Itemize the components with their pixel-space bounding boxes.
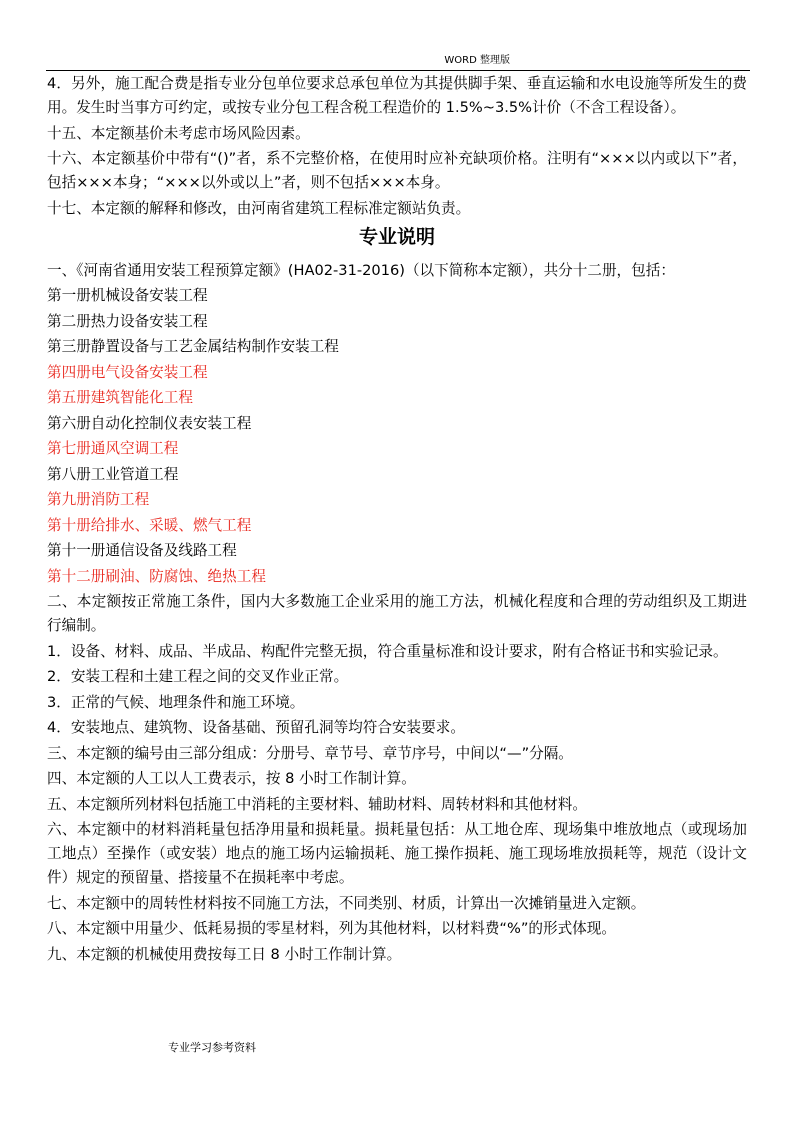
document-body <box>47 72 747 968</box>
page-footer: 专业学习参考资料 <box>168 1041 256 1054</box>
paragraph: 四、本定额的人工以人工费表示，按 8 小时工作制计算。 <box>47 770 416 787</box>
volume-item-highlighted: 第九册消防工程 <box>47 491 150 508</box>
volume-item-highlighted: 第四册电气设备安装工程 <box>47 363 208 381</box>
header-text: WORD 整理版 <box>444 55 510 66</box>
intro-paragraphs <box>47 72 747 221</box>
volume-item-highlighted: 第七册通风空调工程 <box>47 440 179 457</box>
paragraph: 八、本定额中用量少、低耗易损的零星材料，列为其他材料，以材料费“%”的形式体现。 <box>47 920 616 937</box>
volume-item: 第一册机械设备安装工程 <box>47 287 208 304</box>
volume-item: 第八册工业管道工程 <box>47 465 179 483</box>
volume-item: 第二册热力设备安装工程 <box>47 312 208 330</box>
paragraph: 三、本定额的编号由三部分组成：分册号、章节号、章节序号，中间以“—”分隔。 <box>47 744 573 762</box>
paragraph: 十七、本定额的解释和修改，由河南省建筑工程标准定额站负责。 <box>47 199 471 217</box>
volume-item: 第三册静置设备与工艺金属结构制作安装工程 <box>47 338 339 355</box>
volume-item-highlighted: 第五册建筑智能化工程 <box>47 389 193 406</box>
specialty-notes <box>47 259 747 967</box>
paragraph: 二、本定额按正常施工条件，国内大多数施工企业采用的施工方法，机械化程度和合理的劳动组织及工期进行编制。 <box>47 593 747 634</box>
paragraph: 一、《河南省通用安装工程预算定额》(HA02-31-2016)（以下简称本定额），共分十二册，包括： <box>47 261 675 279</box>
volume-item-highlighted: 第十二册刷油、防腐蚀、绝热工程 <box>47 567 266 585</box>
paragraph: 3．正常的气候、地理条件和施工环境。 <box>47 693 305 711</box>
paragraph: 七、本定额中的周转性材料按不同施工方法，不同类别、材质，计算出一次摊销量进入定额。 <box>47 894 646 912</box>
paragraph: 十六、本定额基价中带有“()”者，系不完整价格，在使用时应补充缺项价格。注明有“×××以内或以下”者，包括×××本身；“×××以外或以上”者，则不包括×××本身。 <box>47 150 747 191</box>
section-title: 专业说明 <box>358 225 435 248</box>
paragraph: 六、本定额中的材料消耗量包括净用量和损耗量。损耗量包括：从工地仓库、现场集中堆放地点（或现场加工地点）至操作（或安装）地点的施工场内运输损耗、施工操作损耗、施工现场堆放损耗等，规范（设计文件）规定的预留量、搭接量不在损耗率中考虑。 <box>47 821 747 886</box>
volume-item-highlighted: 第十册给排水、采暖、燃气工程 <box>47 516 252 534</box>
paragraph: 九、本定额的机械使用费按每工日 8 小时工作制计算。 <box>47 945 402 963</box>
volume-item: 第六册自动化控制仪表安装工程 <box>47 414 252 432</box>
volume-item: 第十一册通信设备及线路工程 <box>47 542 237 559</box>
paragraph: 五、本定额所列材料包括施工中消耗的主要材料、辅助材料、周转材料和其他材料。 <box>47 795 587 813</box>
page-header <box>46 52 750 71</box>
paragraph: 2．安装工程和土建工程之间的交叉作业正常。 <box>47 668 349 685</box>
paragraph: 4．安装地点、建筑物、设备基础、预留孔洞等均符合安装要求。 <box>47 719 465 736</box>
paragraph: 4．另外，施工配合费是指专业分包单位要求总承包单位为其提供脚手架、垂直运输和水电设施等所发生的费用。发生时当事方可约定，或按专业分包工程含税工程造价的 1.5%~3.5%计价（不含工程设备）。 <box>47 75 747 116</box>
paragraph: 十五、本定额基价未考虑市场风险因素。 <box>47 124 310 142</box>
paragraph: 1．设备、材料、成品、半成品、构配件完整无损，符合重量标准和设计要求，附有合格证书和实验记录。 <box>47 642 728 660</box>
